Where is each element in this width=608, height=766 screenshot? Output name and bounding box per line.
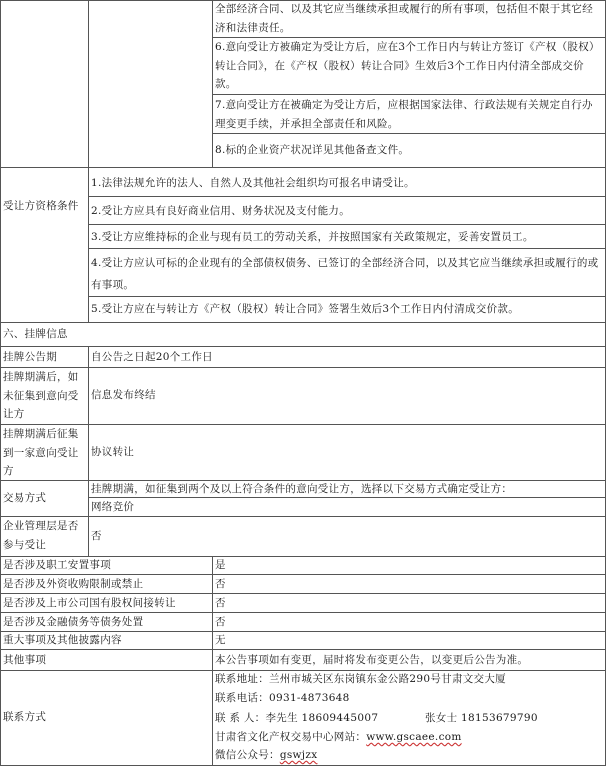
wechat-label: 微信公众号：	[215, 749, 280, 761]
row-label: 是否涉及上市公司国有股权间接转让	[3, 597, 176, 609]
one-buyer-value: 协议转让	[91, 446, 135, 458]
row-label: 是否涉及职工安置事项	[3, 559, 111, 571]
period-value: 自公告之日起20个工作日	[91, 351, 213, 363]
contact-wechat	[215, 745, 317, 765]
rule	[88, 0, 89, 322]
contact-phone: 联系电话：0931-4873648	[215, 692, 350, 704]
no-buyer-value: 信息发布终结	[91, 389, 156, 401]
rule	[88, 196, 606, 197]
contact-person: 联 系 人：李先生 18609445007	[215, 712, 379, 724]
contact-address: 联系地址：兰州市城关区东岗镇东金公路290号甘肃文交大厦	[215, 673, 506, 685]
row-value: 无	[215, 634, 226, 646]
row-value: 否	[215, 616, 226, 628]
qualification-item-5: 5.受让方应在与转让方《产权（股权）转让合同》签署生效后3个工作日内付清成交价款。	[91, 303, 519, 315]
one-buyer-label: 挂牌期满后征集到一家意向受让方	[3, 428, 79, 477]
row-value: 本公告事项如有变更，届时将发布变更公告，以变更后公告为准。	[215, 654, 529, 666]
qualification-label: 受让方资格条件	[3, 200, 79, 212]
qualification-item-1: 1.法律法规允许的法人、自然人及其他社会组织均可报名申请受让。	[91, 177, 415, 189]
qualification-item-3: 3.受让方应维持标的企业与现有员工的劳动关系，并按照国家有关政策规定，妥善安置员工。	[91, 231, 534, 243]
mgmt-label: 企业管理层是否参与受让	[3, 520, 79, 551]
section-heading: 六、挂牌信息	[3, 328, 68, 340]
rule	[88, 296, 606, 297]
contact-person-2: 张女士 18153679790	[425, 712, 538, 724]
rule	[212, 556, 213, 766]
contact-label: 联系方式	[3, 711, 47, 723]
row-value: 否	[215, 597, 226, 609]
trade-method: 网络竞价	[91, 501, 135, 513]
rule	[88, 224, 606, 225]
rule	[212, 94, 606, 95]
qualification-item-2: 2.受让方应具有良好商业信用、财务状况及支付能力。	[91, 205, 351, 217]
row-label: 是否涉及外资收购限制或禁止	[3, 578, 144, 590]
rule	[88, 248, 606, 249]
rule	[0, 322, 606, 323]
rule	[605, 0, 606, 766]
contact-website	[215, 727, 462, 747]
rule	[0, 167, 606, 168]
condition-item-7: 7.意向受让方在被确定为受让方后，应根据国家法律、行政法规有关规定自行办理变更手续，并承担全部责任和风险。	[215, 99, 593, 130]
mgmt-value: 否	[91, 530, 102, 542]
rule	[0, 0, 1, 766]
row-label: 其他事项	[3, 654, 47, 666]
trade-label: 交易方式	[3, 492, 47, 504]
row-value: 是	[215, 559, 226, 571]
rule	[0, 424, 606, 425]
rule	[88, 346, 89, 556]
condition-item-8: 8.标的企业资产状况详见其他备查文件。	[215, 144, 410, 156]
website-label: 甘肃省文化产权交易中心网站：	[215, 731, 367, 743]
qualification-item-4: 4.受让方应认可标的企业现有的全部债权债务、已签订的全部经济合同，以及其它应当继续承担或履行的或有事项。	[91, 257, 599, 291]
rule	[0, 367, 606, 368]
row-value: 否	[215, 578, 226, 590]
trade-value: 挂牌期满，如征集到两个及以上符合条件的意向受让方，选择以下交易方式确定受让方：	[91, 483, 513, 495]
rule	[212, 133, 606, 134]
rule	[212, 0, 213, 168]
row-label: 是否涉及金融债务等债务处置	[3, 616, 144, 628]
website-link[interactable]: www.gscaee.com	[366, 731, 462, 743]
condition-item-6: 6.意向受让方被确定为受让方后，应在3个工作日内与转让方签订《产权（股权）转让合同》，在《产权（股权）转让合同》生效后3个工作日内付清全部成交价款。	[215, 41, 600, 90]
row-label: 重大事项及其他披露内容	[3, 634, 122, 646]
condition-continuation: 全部经济合同、以及其它应当继续承担或履行的所有事项，包括但不限于其它经济和法律责任。	[215, 3, 593, 34]
period-label: 挂牌公告期	[3, 351, 57, 363]
wechat-id: gswjzx	[279, 749, 318, 761]
no-buyer-label: 挂牌期满后，如未征集到意向受让方	[3, 371, 79, 420]
